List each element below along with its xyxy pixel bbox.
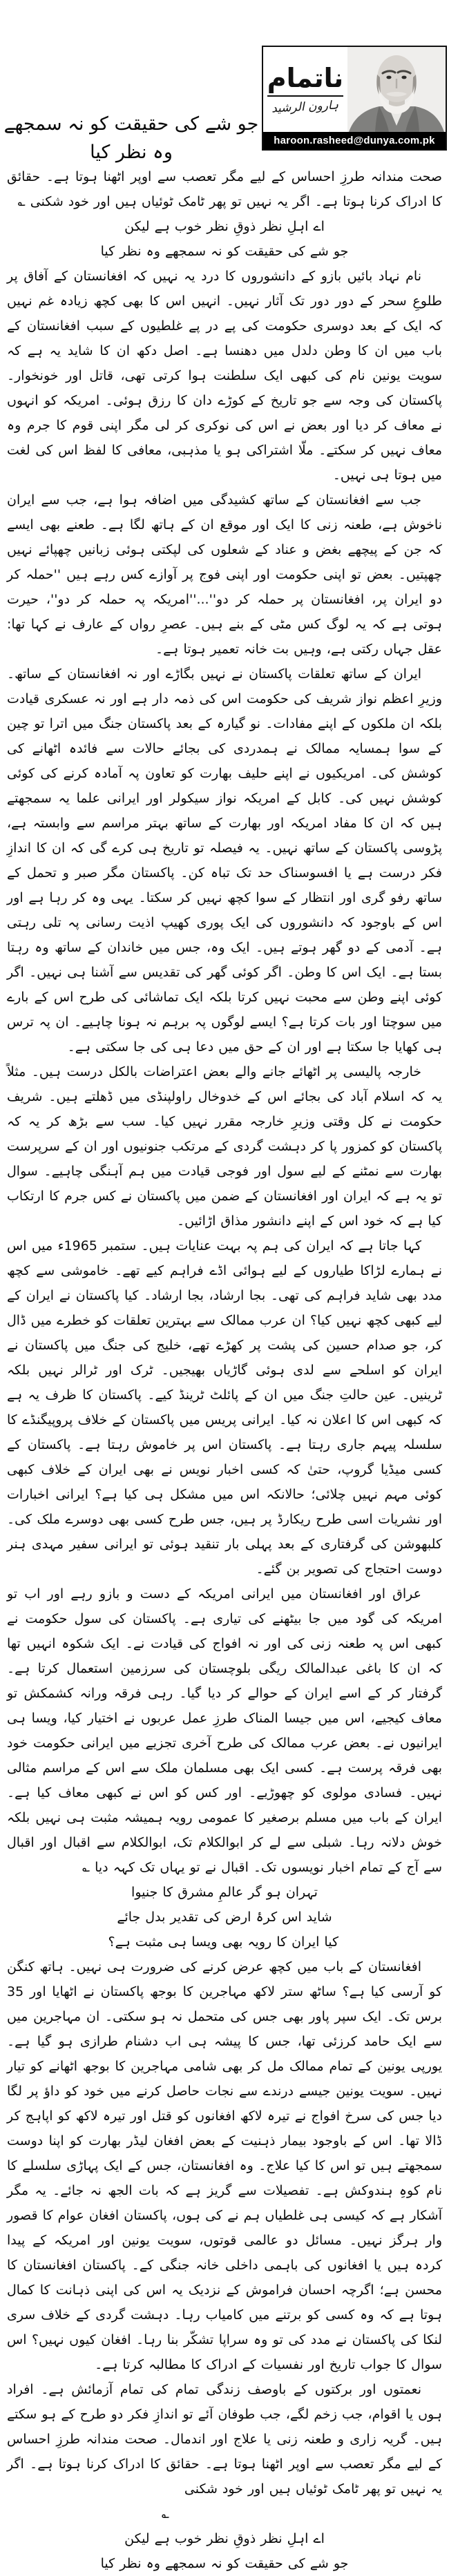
verse-line: اے اہلِ نظر ذوقِ نظر خوب ہے لیکن <box>124 2531 325 2546</box>
article-paragraph: افغانستان کے باب میں کچھ عرض کرنے کی ضرورت ہی نہیں۔ ہاتھ کنگن کو آرسی کیا ہے؟ ساٹھ ستر لاکھ مہاجرین کا بوجھ پاکستان نے اٹھایا اور 35 برس تک۔ ایک سپر پاور بھی جس کی متحمل نہ ہو سکتی۔ ان مہاجرین میں سے ایک حامد کرزئی تھا، جس کا پیشہ ہی اب دشنام طرازی ہو گیا ہے۔ یورپی یونین کے تمام ممالک مل کر بھی شامی مہاجرین کا بوجھ اٹھانے کو تیار نہیں۔ سویت یونین جیسے درندے سے نجات حاصل کرنے میں خود کو داؤ پر لگا دیا جس کی سرخ افواج نے تیرہ لاکھ افغانوں کو قتل اور تیرہ لاکھ کو اپاہج کر ڈالا تھا۔ اس کے باوجود بیمار ذہنیت کے بعض افغان لیڈر بھارت کو اپنا دوست سمجھتے ہیں تو اس کا کیا علاج۔ وہ افغانستان، جس کے ایک پہاڑی سلسلے کا نام کوہِ ہندوکش ہے۔ تفصیلات سے گریز ہے کہ بات الجھ نہ جائے۔ یہ مگر آشکار ہے کہ کیسی ہی غلطیاں ہم نے کی ہوں، پاکستان افغان عوام کا قصور وار ہرگز نہیں۔ مسائل دو عالمی قوتوں، سویت یونین اور امریکہ کے پیدا کردہ ہیں یا افغانوں کی باہمی داخلی خانہ جنگی کے۔ پاکستان افغانستان کا محسن ہے؛ اگرچہ احسان فراموش کے نزدیک یہ اس کی اپنی ذہانت کا کمال ہوتا ہے کہ وہ کسی کو برتنے میں کامیاب رہا۔ دہشت گردی کے خلاف سری لنکا کی پاکستان نے مدد کی تو وہ سراپا تشکّر بنا رہا۔ افغان کیوں نہیں؟ اس سوال کا جواب تاریخ اور نفسیات کے ادراک کا مطالبہ کرتا ہے۔ <box>7 1959 442 2372</box>
article-paragraph: جب سے افغانستان کے ساتھ کشیدگی میں اضافہ ہوا ہے، جب سے ایران ناخوش ہے، طعنہ زنی کا ایک اور موقع ان کے ہاتھ لگا ہے۔ طعنے بھی ایسے کہ جن کے پیچھے بغض و عناد کے شعلوں کی لپکتی ہوئی زبانیں چھپائے نہیں چھپتیں۔ بعض تو اپنی حکومت اور اپنی فوج پر آوازے کس رہے ہیں ''حملہ کر دو ایران پر، افغانستان پر حملہ کر دو''...''امریکہ پہ حملہ کر دو''، حیرت ہوتی ہے کہ یہ لوگ کس مٹی کے بنے ہیں۔ عصرِ رواں کے عارف نے کہا تھا: عقل جہاں رکتی ہے، وہیں بت خانہ تعمیر ہوتا ہے۔ <box>7 492 442 657</box>
article-body <box>7 164 442 2576</box>
article-paragraph: کہا جاتا ہے کہ ایران کی ہم پہ بہت عنایات ہیں۔ ستمبر 1965ء میں اس نے ہمارے لڑاکا طیاروں کے لیے ہوائی اڈے فراہم کیے تھے۔ خاموشی سے کچھ مدد بھی شاید فراہم کی تھی۔ بجا ارشاد، بجا ارشاد۔ کیا پاکستان نے ایران کے لیے کبھی کچھ نہیں کیا؟ ان عرب ممالک سے بہترین تعلقات کو خطرے میں ڈال کر، جو صدام حسین کی پشت پر کھڑے تھے، خلیج کی جنگ میں پاکستان نے ایران کو اسلحے سے لدی ہوئی گاڑیاں بھیجیں۔ ٹرک اور ٹرالر نہیں بلکہ ٹرینیں۔ عین حالتِ جنگ میں ان کے پائلٹ ٹرینڈ کیے۔ پاکستان کا ظرف یہ ہے کہ کبھی اس کا اعلان نہ کیا۔ ایرانی پریس میں پاکستان کے خلاف پروپیگنڈے کا سلسلہ پیہم جاری رہتا ہے۔ پاکستان اس پر خاموش رہتا ہے۔ پاکستان کے کسی میڈیا گروپ، حتیٰ کہ کسی اخبار نویس نے بھی ایران کے خلاف کبھی کوئی مہم نہیں چلائی؛ حالانکہ اس میں مشکل ہی کیا ہے؟ ایرانی اخبارات اور نشریات اسی طرح ریکارڈ پر ہیں، جس طرح کسی بھی دوسرے ملک کی۔ کلبھوشن کی گرفتاری کے بعد پہلی بار تنقید ہوئی تو ایرانی سفیر مہدی ہنر دوست احتجاج کی تصویر بن گئے۔ <box>7 1238 442 1577</box>
verse-marker: ؎ <box>161 2506 169 2521</box>
verse-couplet <box>7 1880 442 1930</box>
author-portrait-illustration <box>347 47 446 132</box>
author-email: haroon.rasheed@dunya.com.pk <box>274 135 435 146</box>
logo-divider <box>267 95 343 97</box>
verse-line: تہران ہو گر عالمِ مشرق کا جنیوا <box>131 1885 318 1900</box>
column-masthead-box <box>262 46 447 151</box>
verse-line: جو شے کی حقیقت کو نہ سمجھے وہ نظر کیا <box>100 244 349 259</box>
article-paragraph: نعمتوں اور برکتوں کے باوصف زندگی تمام کی تمام آزمائش ہے۔ افراد ہوں یا اقوام، جب زخم لگے، جب طوفان آئے تو اندازِ فکر دو طرح کے ہو سکتے ہیں۔ گریہ زاری و طعنہ زنی یا علاج اور اندمال۔ صحت مندانہ طرزِ احساس کے لیے مگر تعصب سے اوپر اٹھنا ہوتا ہے۔ حقائق کا ادراک کرنا ہوتا ہے۔ اگر یہ نہیں تو پھر ٹامک ٹوئیاں ہیں اور خود شکنی <box>7 2382 442 2497</box>
article-paragraph: نام نہاد بائیں بازو کے دانشوروں کا درد یہ نہیں کہ افغانستان کے آفاق پر طلوعِ سحر کے دور دور تک آثار نہیں۔ انہیں اس کا بھی کچھ زیادہ غم نہیں کہ ایک کے بعد دوسری حکومت کی پے در پے غلطیوں کے سبب افغانستان کے باب میں ان کا وطن دلدل میں دھنسا ہے۔ اصل دکھ ان کا شاید یہ ہے کہ سویت یونین نام کی کبھی ایک سلطنت ہوا کرتی تھی، قاتل اور خونخوار۔ پاکستان کی وجہ سے جو تاریخ کے کوڑے دان کا رزق ہوئی۔ امریکہ کو انہوں نے معاف کر دیا اور بعض نے اس کی نوکری کر لی مگر اپنی قوم کا جرم وہ معاف نہیں کر سکتے۔ ملّا اشتراکی ہو یا مذہبی، معافی کا لفظ اس کی لغت میں ہوتا ہی نہیں۔ <box>7 269 442 483</box>
article-paragraph: ایران کے ساتھ تعلقات پاکستان نے نہیں بگاڑے اور نہ افغانستان کے ساتھ۔ وزیرِ اعظم نواز شریف کی حکومت اس کی ذمہ دار ہے اور نہ عسکری قیادت بلکہ ان ملکوں کے اپنے مفادات۔ نو گیارہ کے بعد پاکستان جنگ میں اترا تو چین کے سوا ہمسایہ ممالک نے ہمدردی کی بجائے حالات سے فائدہ اٹھانے کی کوشش کی۔ امریکیوں نے اپنے حلیف بھارت کو تعاون پہ آمادہ کرنے کی کوئی کوشش نہیں کی۔ کابل کے امریکہ نواز سیکولر اور ایرانی علما یہ سمجھتے ہیں کہ ان کا مفاد امریکہ اور بھارت کے ساتھ بہتر مراسم سے وابستہ ہے، پڑوسی پاکستان کے ساتھ نہیں۔ یہ فیصلہ تو تاریخ ہی کرے گی کہ ان کا اندازِ فکر درست ہے یا افسوسناک حد تک تباہ کن۔ پاکستان مگر صبر و تحمل کے ساتھ رفو گری اور انتظار کے سوا کچھ نہیں کر سکتا۔ یہی وہ کر رہا ہے اور اس کے باوجود کہ دانشوروں کی ایک پوری کھیپ اذیت رسانی پہ تلی رہتی ہے۔ آدمی کے دو گھر ہوتے ہیں۔ ایک وہ، جس میں خاندان کے ساتھ وہ رہتا بستا ہے۔ ایک اس کا وطن۔ اگر کوئی گھر کی تقدیس سے آشنا ہی نہیں۔ اگر کوئی اپنے وطن سے محبت نہیں کرتا بلکہ ایک تماشائی کی طرح اس کے بارے میں سوچتا اور بات کرتا ہے؟ ایسے لوگوں پہ برہم نہ ہونا چاہیے۔ ان پہ ترس ہی کھایا جا سکتا ہے اور ان کے حق میں دعا ہی کی جا سکتی ہے۔ <box>7 666 442 1055</box>
verse-couplet <box>7 2526 442 2576</box>
column-logo: ناتمام <box>267 63 344 93</box>
article-paragraph: خارجہ پالیسی پر اٹھائے جانے والے بعض اعتراضات بالکل درست ہیں۔ مثلاً یہ کہ اسلام آباد کی بجائے اس کے خدوخال راولپنڈی میں ڈھلتے ہیں۔ شریف حکومت نے کل وقتی وزیرِ خارجہ مقرر نہیں کیا۔ سب سے بڑھ کر یہ کہ پاکستان کو کمزور پا کر دہشت گردی کے مرتکب جنونیوں اور ان کے سرپرست بھارت سے نمٹنے کے لیے سول اور فوجی قیادت میں ہم آہنگی چاہیے۔ سوال تو یہ ہے کہ ایران اور افغانستان کے ضمن میں پاکستان نے کس جرم کا ارتکاب کیا ہے کہ خود اس کے اپنے دانشور مذاق اڑائیں۔ <box>7 1064 442 1229</box>
verse-line: شاید اس کرۂ ارض کی تقدیر بدل جائے <box>117 1910 332 1925</box>
verse-line: جو شے کی حقیقت کو نہ سمجھے وہ نظر کیا <box>100 2556 349 2571</box>
author-signature: ہارون الرشید <box>271 98 339 116</box>
author-email-bar <box>263 132 446 149</box>
verse-line: اے اہلِ نظر ذوقِ نظر خوب ہے لیکن <box>124 219 325 234</box>
article-paragraph: صحت مندانہ طرزِ احساس کے لیے مگر تعصب سے اوپر اٹھنا ہوتا ہے۔ حقائق کا ادراک کرنا ہوتا ہے۔ اگر یہ نہیں تو پھر ٹامک ٹوئیاں ہیں اور خود شکنی ؎ <box>7 169 442 209</box>
verse-couplet <box>7 214 442 264</box>
article-paragraph: عراق اور افغانستان میں ایرانی امریکہ کے دست و بازو رہے اور اب تو امریکہ کی گود میں جا بیٹھنے کی تیاری ہے۔ پاکستان کی سول حکومت نے کبھی اس پہ طعنہ زنی کی اور نہ افواج کی قیادت نے۔ ایک شکوہ انہیں تھا کہ ان کا باغی عبدالمالک ریگی بلوچستان کی سرزمین استعمال کرتا ہے۔ گرفتار کر کے اسے ایران کے حوالے کر دیا گیا۔ رہی فرقہ ورانہ کشمکش تو معاف کیجیے، اس میں جیسا المناک طرزِ عمل عربوں نے اختیار کیا، ویسا ہی ایرانیوں نے۔ بعض عرب ممالک کی طرح آخری تجزیے میں ایرانی حکومت خود بھی فرقہ پرست ہے۔ کسی ایک بھی مسلمان ملک سے اس کے مراسم مثالی نہیں۔ فسادی مولوی کو چھوڑیے۔ اور کس کو اس نے کبھی معاف کیا ہے۔ ایران کے باب میں مسلم برصغیر کا عمومی رویہ ہمیشہ مثبت ہی نہیں بلکہ خوش دلانہ رہا۔ شبلی سے لے کر ابوالکلام تک، ابوالکلام سے اقبال اور اقبال سے آج کے تمام اخبار نویسوں تک۔ اقبال نے تو یہاں تک کہہ دیا ؎ <box>7 1586 442 1875</box>
column-logo-block <box>263 47 347 132</box>
rhetorical-question-line: کیا ایران کا رویہ بھی ویسا ہی مثبت ہے؟ <box>108 1934 338 1950</box>
column-headline: جو شے کی حقیقت کو نہ سمجھے وہ نظر کیا <box>3 113 259 163</box>
author-photo <box>347 47 446 132</box>
